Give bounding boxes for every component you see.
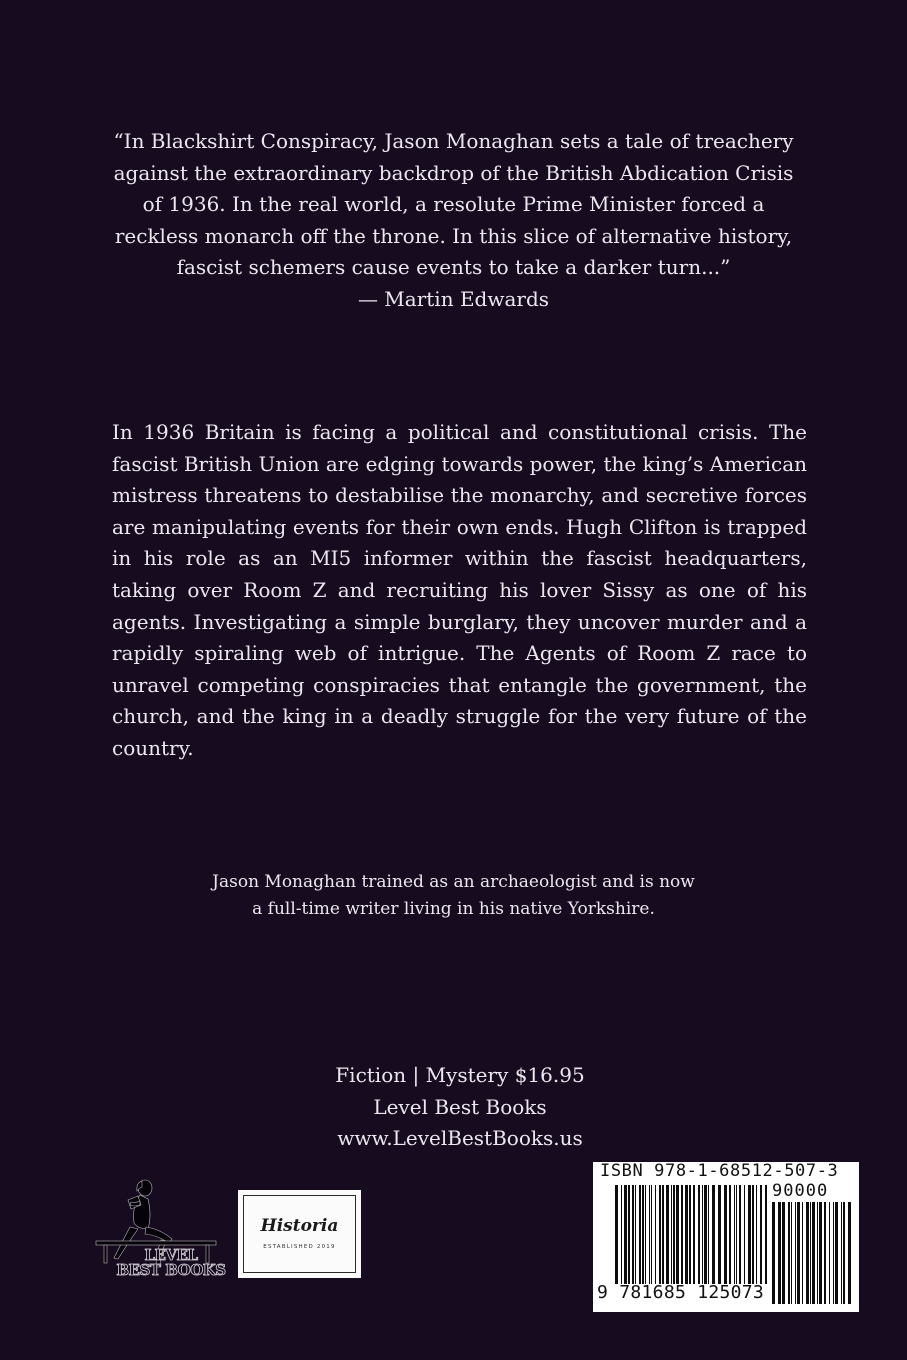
barcode-bar <box>819 1202 822 1304</box>
historia-name: Historia <box>260 1216 339 1236</box>
publisher-name: Level Best Books <box>373 1094 547 1119</box>
barcode-bar <box>739 1185 741 1284</box>
barcode-bar <box>698 1185 700 1284</box>
quote-line-3: of 1936. In the real world, a resolute Prime Minister forced a <box>142 192 765 216</box>
barcode-bar <box>835 1202 838 1304</box>
barcode-bar <box>628 1185 630 1284</box>
barcode-bar <box>729 1185 731 1284</box>
barcode-bar <box>833 1202 834 1304</box>
barcode-bar <box>651 1185 652 1284</box>
quote-line-2: against the extraordinary backdrop of the British Abdication Crisis <box>113 160 794 185</box>
publisher-url: www.LevelBestBooks.us <box>337 1126 583 1150</box>
barcode-bar <box>806 1202 809 1304</box>
barcode-bar <box>797 1202 800 1304</box>
barcode-bar <box>782 1202 785 1304</box>
barcode-bar <box>810 1202 811 1304</box>
barcode-bar <box>681 1185 683 1284</box>
barcode-bar <box>724 1185 727 1284</box>
isbn-label: ISBN 978-1-68512-507-3 <box>600 1161 839 1181</box>
barcode-bar <box>718 1185 721 1284</box>
barcode-bar <box>666 1185 669 1284</box>
historia-established: ESTABLISHED 2019 <box>263 1244 336 1250</box>
barcode-bar <box>624 1185 627 1284</box>
barcode-bar <box>744 1185 745 1284</box>
barcode-bar <box>736 1185 737 1284</box>
barcode-bar <box>655 1185 656 1284</box>
barcode-bar <box>760 1185 762 1284</box>
level-best-books-logo-text: LEVEL BEST BOOKS <box>116 1246 226 1279</box>
barcode-bar <box>748 1185 751 1284</box>
barcode-bar <box>685 1185 688 1284</box>
barcode-bar <box>702 1185 703 1284</box>
barcode-bar <box>615 1185 618 1284</box>
barcode-bar <box>693 1185 695 1284</box>
barcode-bar <box>632 1185 634 1284</box>
bio-line-2: a full-time writer living in his native Yorkshire. <box>252 899 655 919</box>
barcode-bar <box>841 1202 842 1304</box>
barcode-bar <box>659 1185 661 1284</box>
barcode-addon: 90000 <box>772 1181 829 1201</box>
barcode-bar <box>795 1202 796 1304</box>
quote-attribution: — Martin Edwards <box>357 286 550 311</box>
quote-line-4: reckless monarch off the throne. In this slice of alternative history, <box>114 223 793 248</box>
barcode-bar <box>621 1185 622 1284</box>
barcode-bar <box>848 1202 851 1304</box>
barcode-bar <box>635 1185 636 1284</box>
barcode-bar <box>756 1185 757 1284</box>
barcode-bar <box>829 1202 830 1304</box>
bio-line-1: Jason Monaghan trained as an archaeologist and is now <box>212 872 695 892</box>
blurb-text: In 1936 Britain is facing a political and constitutional crisis. The fascist British Union are edging towards power, the king’s American mistress threatens to destabilise the monarchy, and secretive forces are manipulating events for their own ends. Hugh Clifton is trapped in his role as an MI5 informer within the fascist headquarters, taking over Room Z and recruiting his lover Sissy as one of his agents. Investigating a simple burglary, they uncover murder and a rapidly spiraling web of intrigue. The Agents of Room Z race to unravel competing conspiracies that entangle the government, the church, and the king in a deadly struggle for the very future of the country. <box>112 420 807 760</box>
barcode-bar <box>734 1185 735 1284</box>
barcode-bar <box>642 1185 644 1284</box>
barcode-bar <box>645 1185 646 1284</box>
barcode-bar <box>676 1185 679 1284</box>
barcode-digits: 9 781685 125073 <box>597 1282 765 1303</box>
barcode-bar <box>817 1202 818 1304</box>
barcode-bar <box>704 1185 707 1284</box>
barcode-bar <box>712 1185 715 1284</box>
barcode-bar <box>689 1185 691 1284</box>
barcode-bar <box>765 1185 767 1284</box>
barcode-bar <box>802 1202 803 1304</box>
barcode-bar <box>843 1202 845 1304</box>
barcode-bar <box>788 1202 790 1304</box>
barcode-bar <box>708 1185 709 1284</box>
barcode-bar <box>671 1185 672 1284</box>
barcode-bar <box>649 1185 650 1284</box>
barcode-bar <box>772 1202 775 1304</box>
barcode-bar <box>824 1202 826 1304</box>
barcode-bar <box>639 1185 641 1284</box>
barcode-bar <box>673 1185 675 1284</box>
barcode-bar <box>812 1202 815 1304</box>
category-price: Fiction | Mystery $16.95 <box>335 1063 585 1087</box>
barcode-bar <box>752 1185 754 1284</box>
barcode-bar <box>662 1185 664 1284</box>
quote-line-1: “In Blackshirt Conspiracy, Jason Monaghan sets a tale of treachery <box>113 129 794 153</box>
barcode-bar <box>778 1202 781 1304</box>
barcode-bar <box>791 1202 792 1304</box>
quote-line-5: fascist schemers cause events to take a darker turn...” <box>176 255 731 279</box>
